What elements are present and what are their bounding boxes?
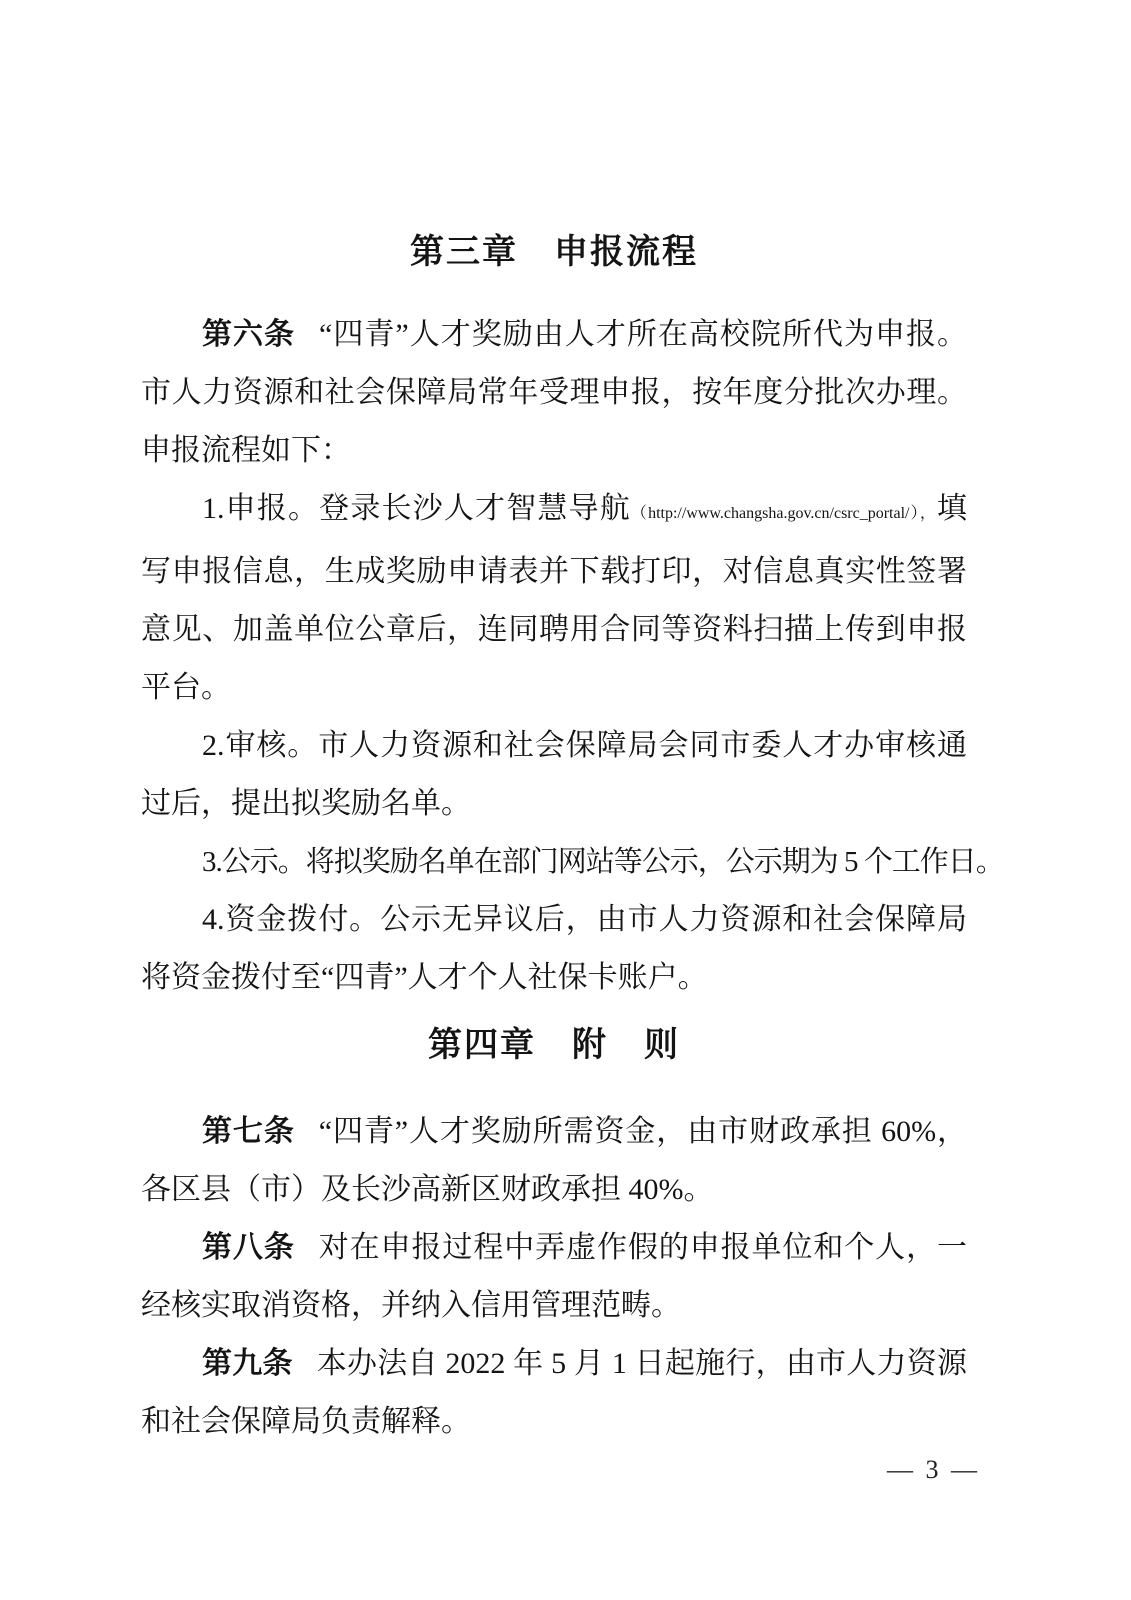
article-9-text: 本办法自 2022 年 5 月 1 日起施行，由市人力资源和社会保障局负责解释。: [141, 1347, 968, 1438]
chapter-4-title: 第四章 附 则: [428, 1026, 680, 1064]
step-3-publicity-paragraph: 3.公示。将拟奖励名单在部门网站等公示，公示期为 5 个工作日。: [202, 846, 1004, 878]
step-1-apply-paragraph: [141, 480, 967, 717]
chapter-3-title: 第三章 申报流程: [410, 233, 698, 271]
article-9-paragraph: [141, 1335, 967, 1451]
step-1-text-before-url: 1.申报。登录长沙人才智慧导航: [202, 492, 631, 525]
article-8-label: 第八条: [202, 1231, 295, 1264]
article-6-text: “四青”人才奖励由人才所在高校院所代为申报。市人力资源和社会保障局常年受理申报，按年度分批次办理。申报流程如下：: [141, 318, 967, 467]
article-7-paragraph: [141, 1103, 967, 1219]
article-6-paragraph: [141, 306, 967, 480]
page-number: — 3 —: [887, 1455, 980, 1484]
article-7-text: “四青”人才奖励所需资金，由市财政承担 60%，各区县（市）及长沙高新区财政承担 40%。: [141, 1115, 967, 1206]
article-8-text: 对在申报过程中弄虚作假的申报单位和个人，一经核实取消资格，并纳入信用管理范畴。: [141, 1231, 968, 1322]
step-1-text-after-url: 填写申报信息，生成奖励申请表并下载打印，对信息真实性签署意见、加盖单位公章后，连同聘用合同等资料扫描上传到申报平台。: [141, 492, 968, 704]
article-9-label: 第九条: [202, 1347, 293, 1380]
portal-url: （http://www.changsha.gov.cn/csrc_portal/），: [630, 505, 938, 522]
article-7-label: 第七条: [202, 1115, 295, 1148]
article-6-label: 第六条: [202, 318, 296, 351]
step-4-fund-disbursement-paragraph: 4.资金拨付。公示无异议后，由市人力资源和社会保障局将资金拨付至“四青”人才个人社保卡账户。: [141, 903, 967, 994]
step-2-review-paragraph: 2.审核。市人力资源和社会保障局会同市委人才办审核通过后，提出拟奖励名单。: [141, 729, 967, 820]
article-8-paragraph: [141, 1219, 967, 1335]
